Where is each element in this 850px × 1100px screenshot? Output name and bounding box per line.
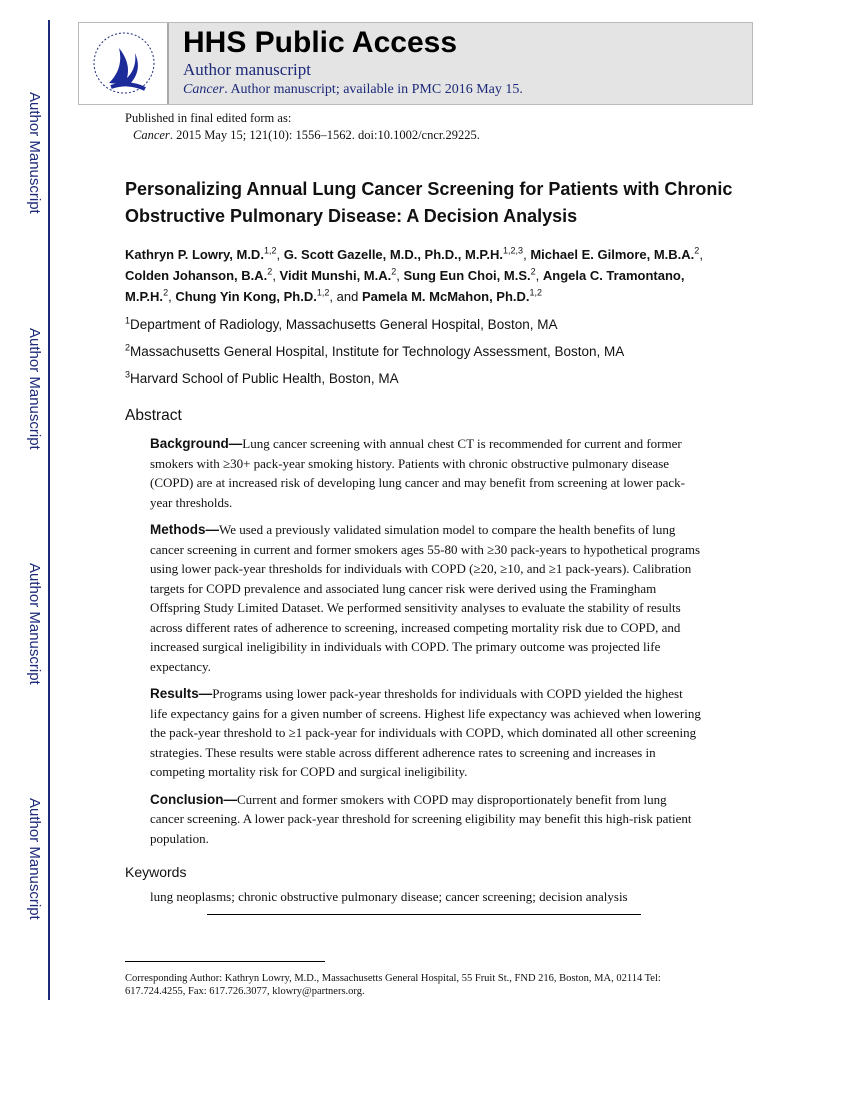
hhs-header [78, 22, 753, 105]
author-affiliation-sup: 1,2,3 [503, 245, 524, 256]
author-name: G. Scott Gazelle, M.D., Ph.D., M.P.H. [283, 247, 504, 262]
author-affiliation-sup: 2 [391, 266, 397, 277]
article-body [125, 110, 733, 998]
affiliation: $^1$Department of Radiology, Massachusetts General Hospital, Boston, MA [125, 315, 558, 332]
author-name: Pamela M. McMahon, Ph.D. [361, 289, 530, 304]
affiliation: $^3$Harvard School of Public Health, Boston, MA [125, 369, 399, 386]
author-name: Michael E. Gilmore, M.B.A. [530, 247, 695, 262]
author-affiliation-sup: 1,2 [263, 245, 277, 256]
availability: Cancer. Author manuscript; available in PMC 2016 May 15. [183, 82, 523, 97]
author-name: Vidit Munshi, M.A. [279, 268, 392, 283]
sidebar-label: Author Manuscript [26, 92, 43, 214]
author-list: Kathryn P. Lowry, M.D.$^{1,2}$, G. Scott Gazelle, M.D., Ph.D., M.P.H.$^{1,2,3}$, Michael E. Gilmore, M.B.A.$^2$, Colden Johanson, B.A.$^2$, Vidit Munshi, M.A.$^2$, Sung Eun Choi, M.S.$^2$, Angela C. Tramontano, M.P.H.$^2$, Chung Yin Kong, Ph.D.$^{1,2}$, and Pamela M. McMahon, Ph.D.$^{1,2}$ [125, 245, 703, 304]
sidebar-label: Author Manuscript [26, 798, 43, 920]
paper-title: Personalizing Annual Lung Cancer Screening for Patients with Chronic Obstructive Pulmonary Disease: A Decision Analysis [125, 179, 733, 226]
header-title: HHS Public Access [183, 26, 457, 59]
hhs-logo-icon [79, 23, 169, 104]
affiliation: $^2$Massachusetts General Hospital, Institute for Technology Assessment, Boston, MA [125, 342, 625, 359]
published-info: Published in final edited form as: Cancer. 2015 May 15; 121(10): 1556–1562. doi:10.1002/cncr.29225. [125, 111, 480, 142]
author-affiliation-sup: 2 [267, 266, 273, 277]
author-name: Kathryn P. Lowry, M.D. [125, 247, 264, 262]
keywords: lung neoplasms; chronic obstructive pulmonary disease; cancer screening; decision analysis [150, 889, 628, 904]
footnote-divider [125, 961, 325, 962]
author-name: Angela C. Tramontano, M.P.H. [125, 268, 685, 304]
author-affiliation-sup: 1,2 [316, 287, 330, 298]
sidebar-label: Author Manuscript [26, 563, 43, 685]
abstract-methods: Methods—We used a previously validated simulation model to compare the health benefits of lung cancer screening in current and former smokers ages 55-80 with ≥30 pack-years to hypothetical programs using lower pack-year thresholds for individuals with COPD (≥20, ≥10, and ≥1 pack-years). Calibration targets for COPD prevalence and associated lung cancer risk were derived using the Framingham Offspring Study Limited Dataset. We performed sensitivity analyses to evaluate the stability of results across different rates of adherence to screening, increased competing mortality risk due to COPD, and increased surgical ineligibility in individuals with COPD. The primary outcome was projected life expectancy. [150, 522, 701, 674]
keywords-heading: Keywords [125, 864, 187, 880]
divider [207, 914, 641, 915]
author-affiliation-sup: 2 [530, 266, 536, 277]
author-name: Chung Yin Kong, Ph.D. [175, 289, 317, 304]
abstract-results: Results—Programs using lower pack-year thresholds for individuals with COPD yielded the highest life expectancy gains for a given number of screens. Highest life expectancy was achieved when lowering the pack-year threshold to ≥1 pack-year for individuals with COPD, which dominated all other screening strategies. These results were stable across different adherence rates to screening and increases in competing mortality risk for COPD and surgical ineligibility. [150, 686, 701, 779]
corresponding-author-footnote: Corresponding Author: Kathryn Lowry, M.D., Massachusetts General Hospital, 55 Fruit St., FND 216, Boston, MA, 02114 Tel: 617.724.4255, Fax: 617.726.3077, klowry@partners.org. [125, 973, 661, 997]
abstract-background: Background—Lung cancer screening with annual chest CT is recommended for current and former smokers with ≥30+ pack-year smoking history. Patients with chronic obstructive pulmonary disease (COPD) are at increased risk of developing lung cancer and may benefit from screening at lower pack-year thresholds. [150, 436, 685, 510]
author-name: Sung Eun Choi, M.S. [403, 268, 531, 283]
author-affiliation-sup: 2 [694, 245, 700, 256]
sidebar-label: Author Manuscript [26, 328, 43, 450]
author-affiliation-sup: 1,2 [529, 287, 543, 298]
author-affiliation-sup: 2 [163, 287, 169, 298]
abstract-heading: Abstract [125, 407, 182, 424]
header-subtitle: Author manuscript [183, 60, 311, 79]
sidebar-divider [48, 20, 50, 1000]
author-name: Colden Johanson, B.A. [125, 268, 268, 283]
abstract-conclusion: Conclusion—Current and former smokers with COPD may disproportionately benefit from lung cancer screening. A lower pack-year threshold for screening eligibility may benefit this high-risk patient population. [150, 791, 692, 846]
and-text: and [336, 289, 359, 304]
